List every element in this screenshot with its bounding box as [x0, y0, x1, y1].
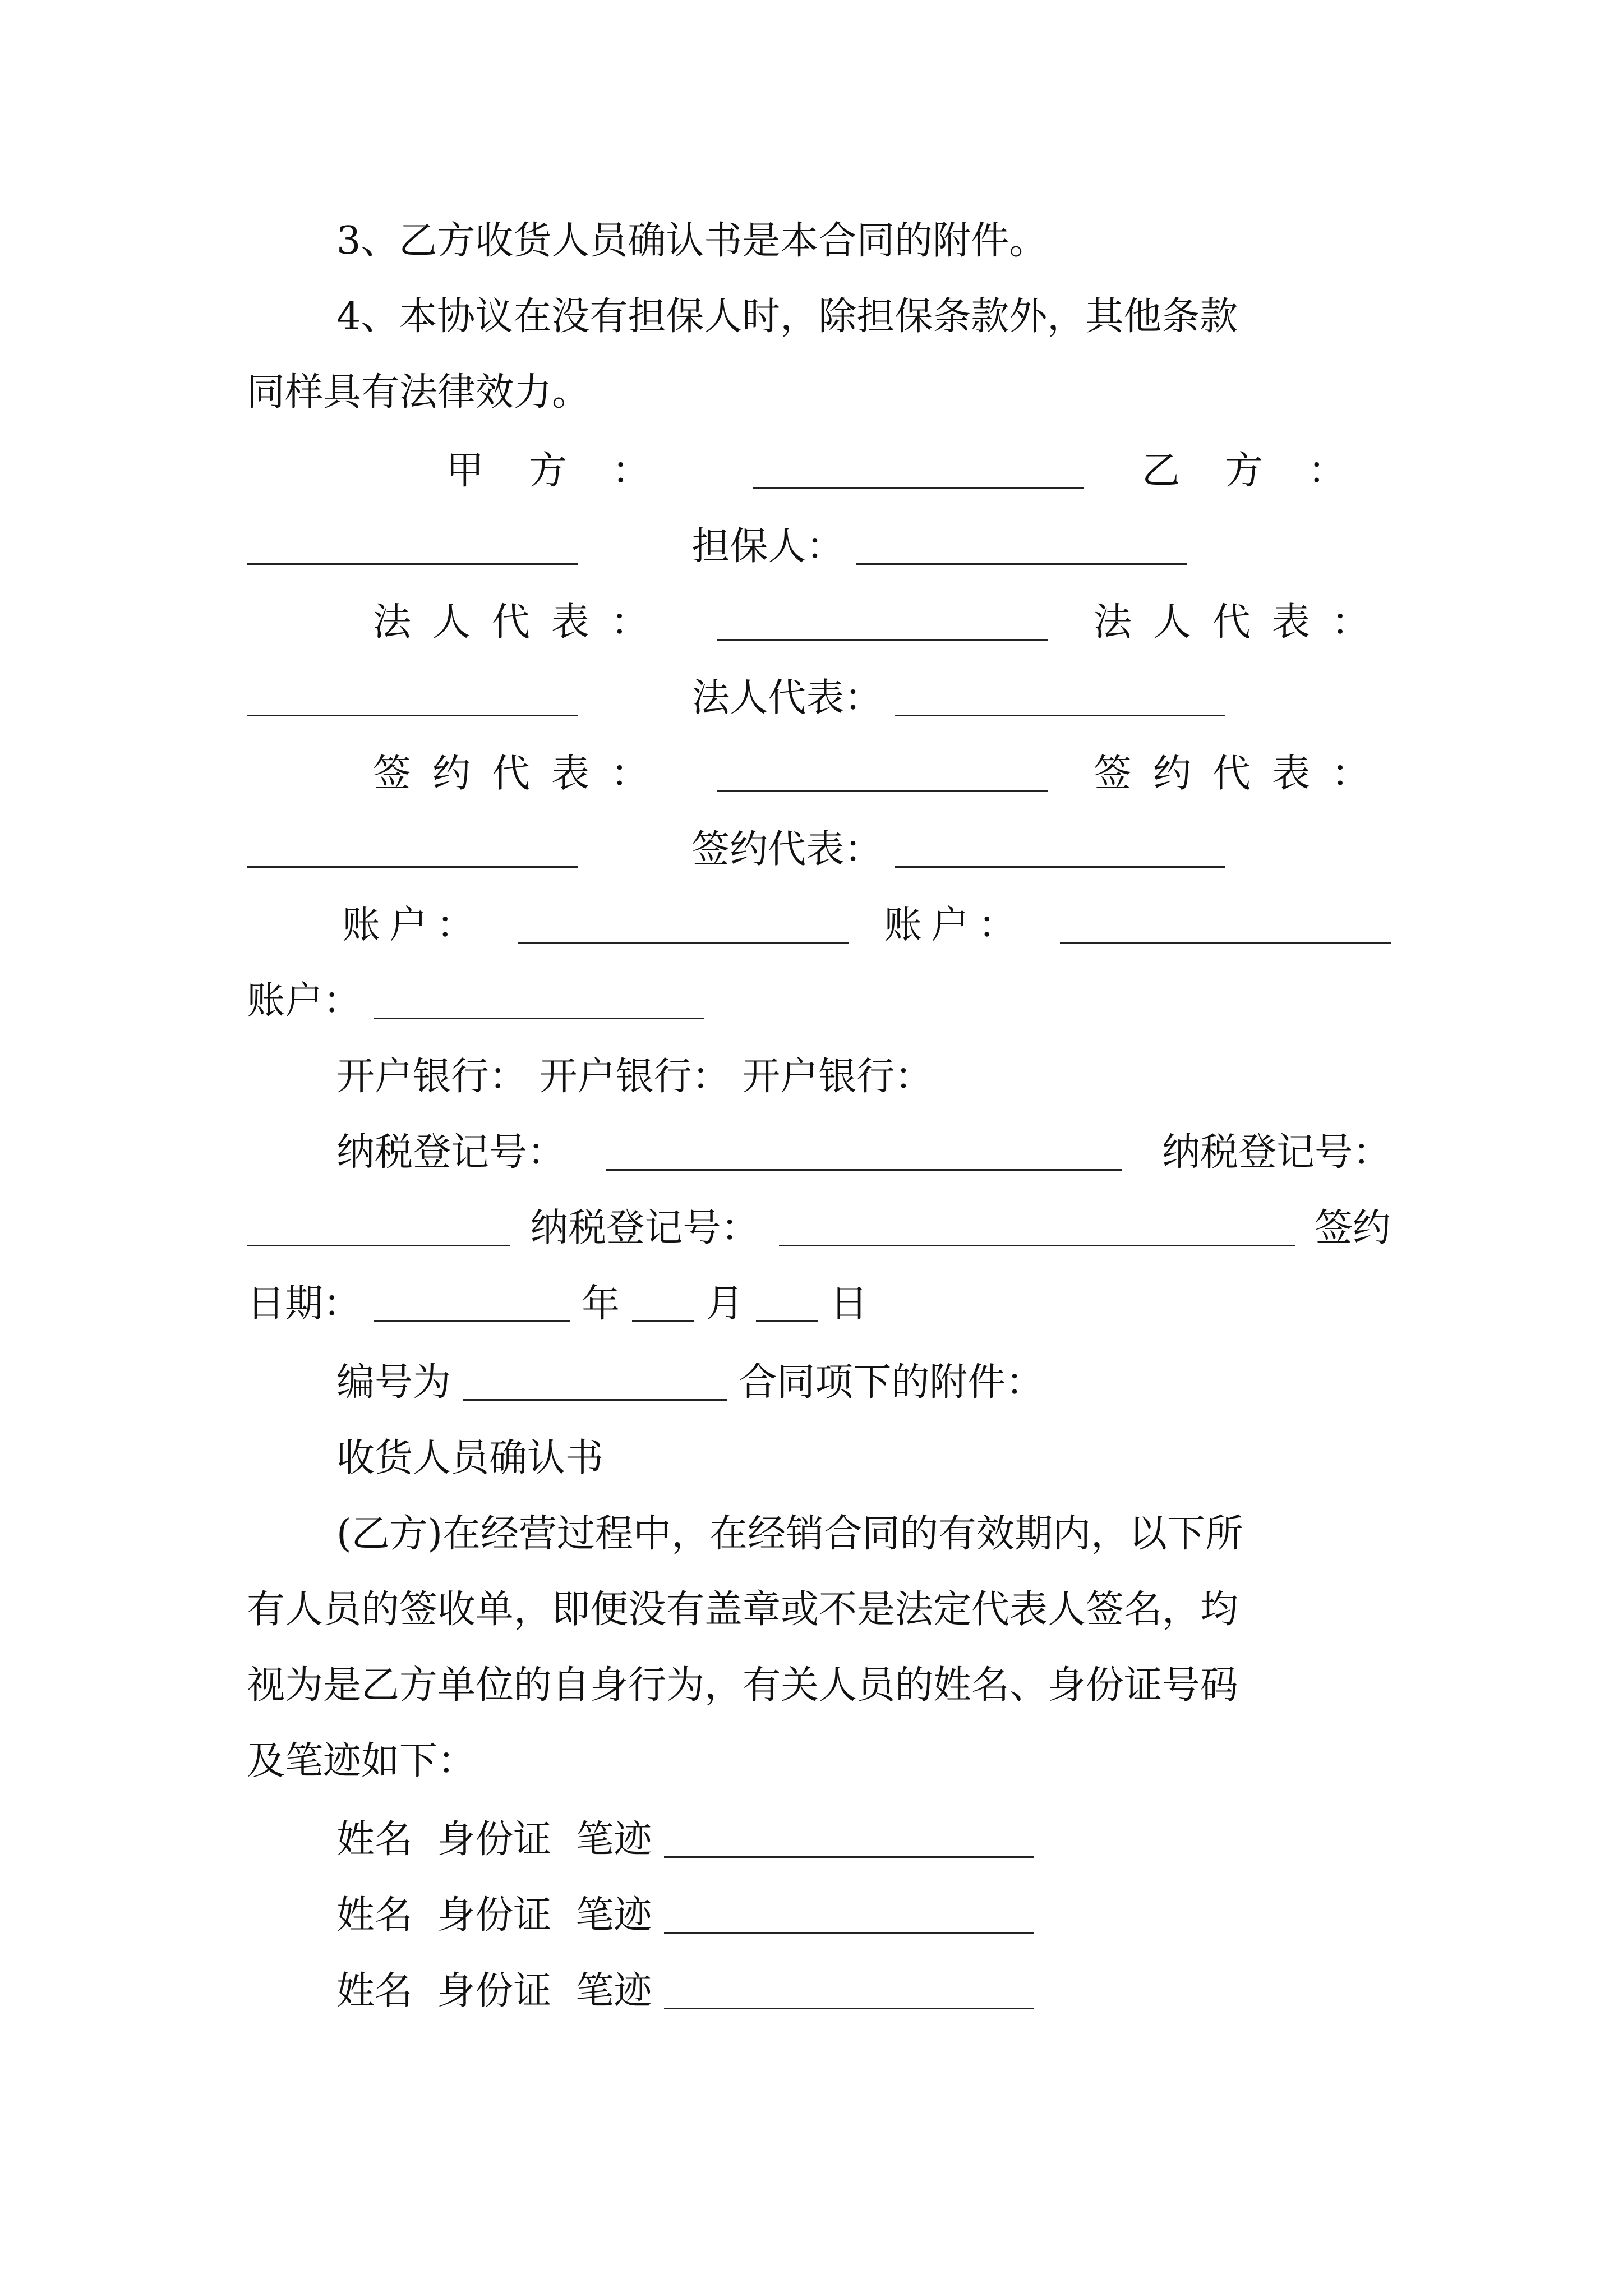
legal-rep-guarantor-label: 法人代表： — [691, 676, 883, 720]
person-row-label: 姓名 身份证 笔迹 — [336, 1818, 652, 1862]
bank-row — [247, 1046, 1391, 1108]
annex-number-row — [247, 1352, 1391, 1414]
account-guarantor-field[interactable] — [374, 984, 704, 1019]
tax-a-field[interactable] — [606, 1135, 1122, 1171]
tax-a-label: 纳税登记号： — [336, 1130, 566, 1175]
person-row-label: 姓名 身份证 笔迹 — [336, 1969, 652, 2013]
month-label: 月 — [706, 1282, 744, 1326]
bank-a-label: 开户银行： — [336, 1055, 528, 1099]
tax-guarantor-field[interactable] — [779, 1211, 1295, 1246]
party-b-field[interactable] — [247, 530, 578, 565]
tax-row — [247, 1122, 1391, 1184]
tax-guarantor-label: 纳税登记号： — [530, 1206, 759, 1250]
sign-date-label: 日期： — [247, 1282, 362, 1326]
guarantor-field[interactable] — [856, 530, 1187, 565]
party-b-label: 乙方： — [1141, 449, 1391, 493]
annex-body-text-3: 视为是乙方单位的自身行为，有关人员的姓名、身份证号码 — [247, 1663, 1239, 1708]
annex-title: 收货人员确认书 — [336, 1436, 604, 1480]
guarantor-label: 担保人： — [691, 524, 845, 569]
clause-4-text-2: 同样具有法律效力。 — [247, 370, 591, 415]
annex-body-line-4 — [247, 1731, 1391, 1792]
day-label: 日 — [829, 1282, 868, 1326]
person-row-label: 姓名 身份证 笔迹 — [336, 1893, 652, 1938]
legal-rep-b-field[interactable] — [247, 681, 578, 716]
legal-rep-a-field[interactable] — [717, 605, 1048, 641]
annex-title-row — [247, 1428, 1391, 1489]
legal-rep-a-label: 法人代表： — [373, 600, 671, 645]
sign-rep-b-label: 签约代表： — [1093, 752, 1391, 796]
sign-rep-a-label: 签约代表： — [373, 752, 671, 796]
account-b-field[interactable] — [1060, 908, 1391, 944]
sign-date-row — [247, 1273, 1391, 1335]
sign-date-year-field[interactable] — [374, 1287, 570, 1322]
clause-3 — [247, 210, 1391, 272]
annex-number-prefix: 编号为 — [336, 1360, 451, 1405]
tax-row-2 — [247, 1198, 1391, 1259]
clause-4-line-2 — [247, 362, 1391, 424]
sign-rep-guarantor-field[interactable] — [895, 832, 1225, 868]
sign-rep-row — [247, 743, 1391, 805]
person-row — [247, 1961, 1391, 2022]
annex-number-field[interactable] — [463, 1365, 727, 1401]
account-guarantor-label: 账户： — [247, 979, 362, 1023]
account-row — [247, 895, 1391, 956]
annex-body-line-1 — [247, 1503, 1391, 1565]
legal-rep-row-2 — [247, 668, 1391, 729]
person-row-field[interactable] — [664, 1974, 1034, 2009]
sign-date-prefix: 签约 — [1314, 1206, 1391, 1250]
annex-number-suffix: 合同项下的附件： — [739, 1360, 1044, 1405]
clause-3-text: 3、乙方收货人员确认书是本合同的附件。 — [336, 219, 1048, 263]
person-row — [247, 1885, 1391, 1947]
bank-guarantor-label: 开户银行： — [742, 1055, 933, 1099]
annex-body-text-1: (乙方)在经营过程中，在经销合同的有效期内，以下所 — [336, 1512, 1244, 1556]
annex-body-line-3 — [247, 1655, 1391, 1717]
annex-body-line-2 — [247, 1579, 1391, 1641]
party-a-field[interactable] — [753, 454, 1084, 489]
year-label: 年 — [582, 1282, 620, 1326]
clause-4-text-1: 4、本协议在没有担保人时，除担保条款外，其他条款 — [336, 295, 1238, 339]
party-row — [247, 440, 1391, 502]
legal-rep-guarantor-field[interactable] — [895, 681, 1225, 716]
annex-body-text-4: 及笔迹如下： — [247, 1739, 476, 1783]
sign-date-day-field[interactable] — [756, 1287, 818, 1322]
account-a-field[interactable] — [518, 908, 849, 944]
tax-b-field[interactable] — [247, 1211, 510, 1246]
sign-rep-row-2 — [247, 819, 1391, 881]
sign-date-month-field[interactable] — [632, 1287, 694, 1322]
account-a-label: 账户： — [342, 903, 484, 947]
clause-4-line-1 — [247, 286, 1391, 348]
legal-rep-b-label: 法人代表： — [1093, 600, 1391, 645]
person-row — [247, 1809, 1391, 1871]
tax-b-label: 纳税登记号： — [1161, 1130, 1391, 1175]
person-row-field[interactable] — [664, 1823, 1034, 1858]
person-row-field[interactable] — [664, 1898, 1034, 1934]
sign-rep-b-field[interactable] — [247, 832, 578, 868]
party-a-label: 甲方： — [446, 449, 695, 493]
legal-rep-row — [247, 592, 1391, 654]
sign-rep-a-field[interactable] — [717, 757, 1048, 792]
account-b-label: 账户： — [883, 903, 1025, 947]
annex-body-text-2: 有人员的签收单，即便没有盖章或不是法定代表人签名，均 — [247, 1588, 1239, 1632]
bank-b-label: 开户银行： — [539, 1055, 730, 1099]
guarantor-row — [247, 516, 1391, 578]
sign-rep-guarantor-label: 签约代表： — [691, 827, 883, 872]
account-row-2 — [247, 970, 1391, 1032]
